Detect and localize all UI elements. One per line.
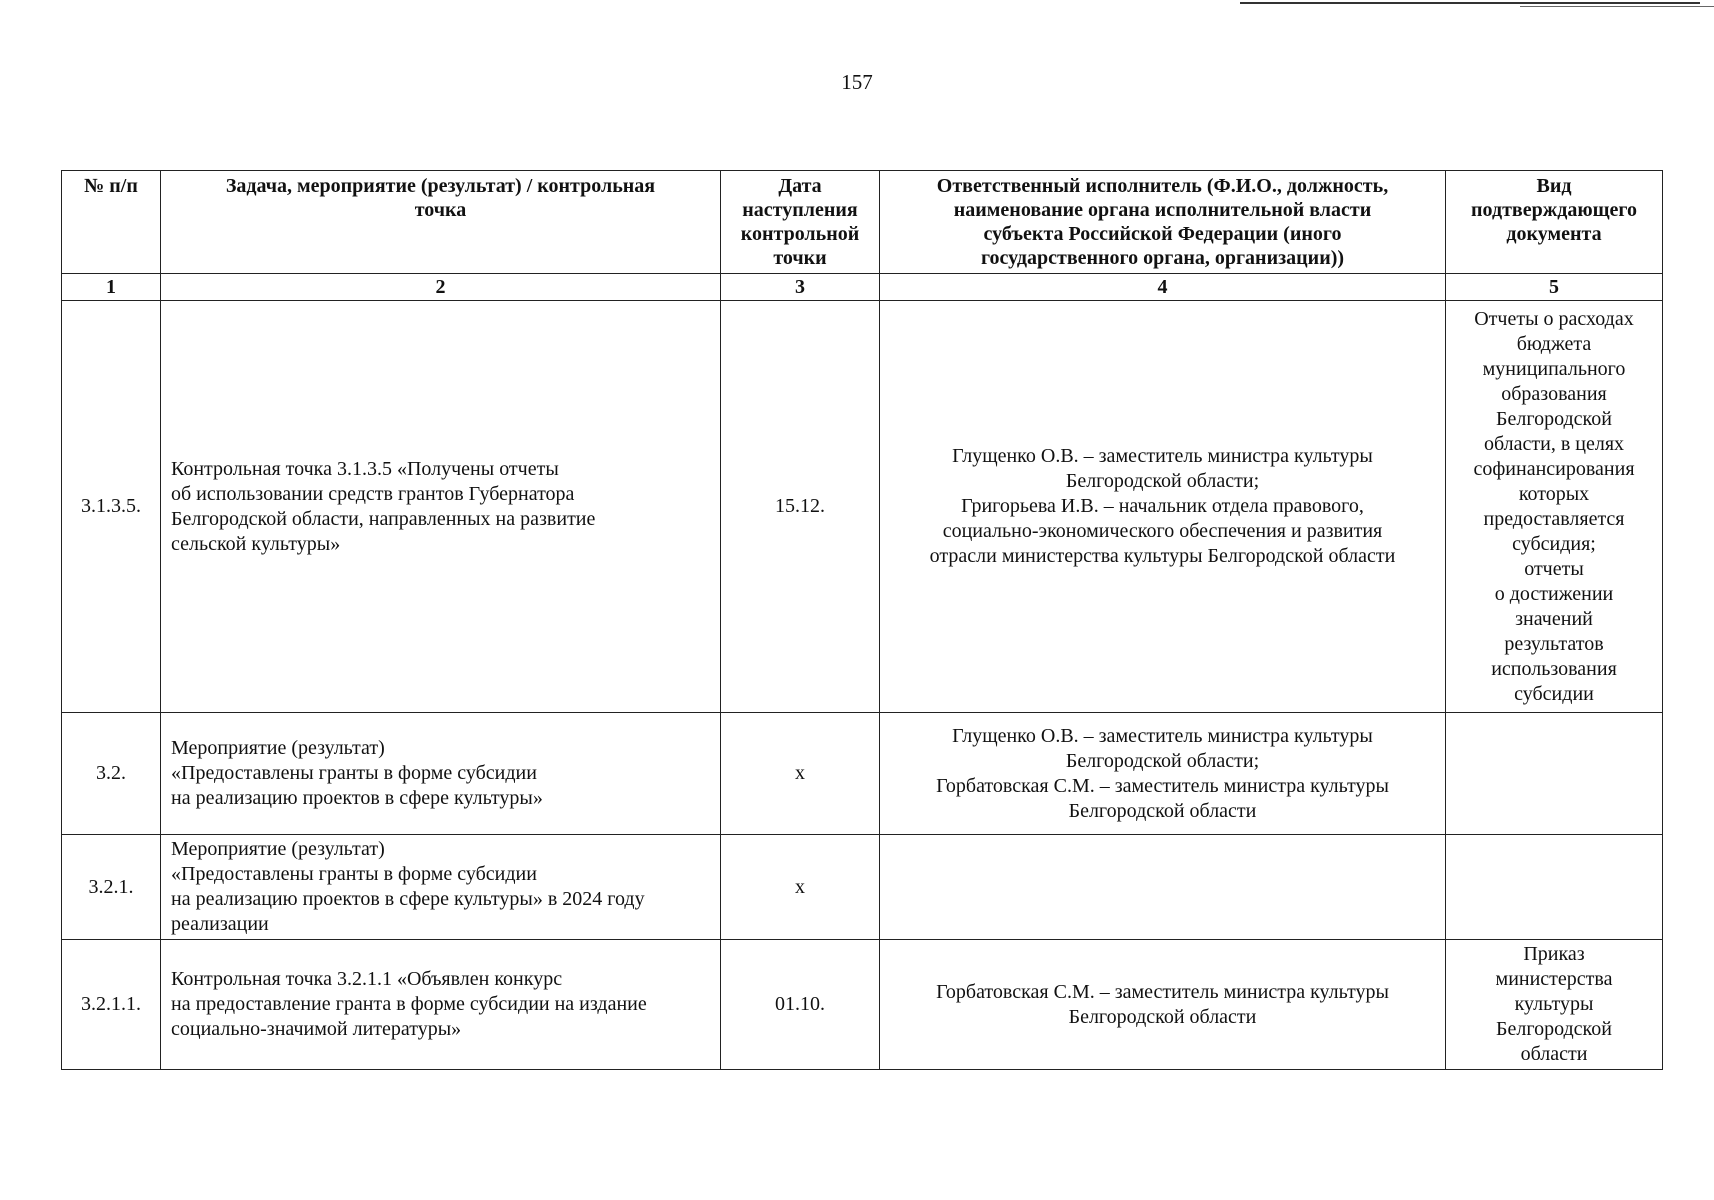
column-number: 5: [1446, 274, 1663, 301]
text-line: министерства: [1495, 968, 1613, 990]
text-line: бюджета: [1516, 332, 1592, 355]
text-line: Мероприятие (результат): [171, 838, 385, 860]
row-task: [161, 835, 721, 940]
column-number: 2: [161, 274, 721, 301]
text-line: социально-значимой литературы»: [171, 1018, 462, 1040]
text-line: Вид: [1536, 175, 1572, 197]
row-number: 3.2.: [62, 713, 161, 835]
text-line: использования: [1491, 657, 1617, 680]
text-line: на реализацию проектов в сфере культуры» в 2024 году: [171, 888, 645, 910]
column-number: 1: [62, 274, 161, 301]
text-line: значений: [1515, 607, 1593, 630]
row-number: 3.1.3.5.: [62, 301, 161, 713]
text-line: образования: [1501, 382, 1607, 405]
scan-edge-line: [1520, 6, 1714, 7]
table-row: [62, 835, 1663, 940]
text-line: сельской культуры»: [171, 532, 341, 555]
row-responsible: [880, 713, 1446, 835]
text-line: Горбатовская С.М. – заместитель министра культуры: [936, 774, 1389, 797]
text-line: Белгородской области;: [1065, 749, 1260, 772]
text-line: отрасли министерства культуры Белгородской области: [929, 545, 1396, 567]
row-date: х: [721, 713, 880, 835]
text-line: контрольной: [740, 223, 860, 245]
text-line: Глущенко О.В. – заместитель министра культуры: [952, 724, 1373, 747]
scan-edge-line: [1240, 2, 1700, 4]
control-points-table: [61, 170, 1663, 1070]
row-date: х: [721, 835, 880, 940]
text-line: Горбатовская С.М. – заместитель министра культуры: [936, 980, 1389, 1003]
row-document: [1446, 301, 1663, 713]
text-line: софинансирования: [1473, 457, 1635, 480]
text-line: Контрольная точка 3.2.1.1 «Объявлен конкурс: [171, 968, 563, 990]
text-line: наименование органа исполнительной власти: [953, 199, 1372, 221]
header-row: [62, 171, 1663, 274]
text-line: Григорьева И.В. – начальник отдела правового,: [961, 495, 1364, 517]
text-line: отчеты: [1524, 557, 1584, 580]
header-cell-responsible: [880, 171, 1446, 274]
text-line: подтверждающего: [1471, 199, 1637, 221]
text-line: точки: [773, 247, 827, 269]
text-line: Белгородской области: [1068, 1005, 1257, 1028]
text-line: культуры: [1514, 993, 1594, 1015]
text-line: которых: [1518, 482, 1590, 505]
text-line: субсидия;: [1512, 532, 1596, 555]
text-line: на реализацию проектов в сфере культуры»: [171, 787, 543, 809]
row-date: 01.10.: [721, 940, 880, 1070]
row-task: [161, 301, 721, 713]
text-line: реализации: [171, 913, 269, 935]
table-row: [62, 301, 1663, 713]
text-line: Задача, мероприятие (результат) / контрольная: [225, 175, 656, 197]
page-number: 157: [841, 70, 873, 94]
text-line: на предоставление гранта в форме субсидии на издание: [171, 993, 647, 1015]
text-line: субъекта Российской Федерации (иного: [983, 223, 1342, 245]
text-line: точка: [414, 199, 467, 221]
row-document: [1446, 940, 1663, 1070]
text-line: Контрольная точка 3.1.3.5 «Получены отчеты: [171, 457, 559, 480]
text-line: Мероприятие (результат): [171, 737, 385, 759]
text-line: Белгородской: [1496, 1018, 1612, 1040]
row-number: 3.2.1.: [62, 835, 161, 940]
text-line: муниципального: [1482, 357, 1626, 380]
row-task: [161, 940, 721, 1070]
text-line: субсидии: [1514, 682, 1594, 705]
row-responsible: [880, 301, 1446, 713]
text-line: области: [1520, 1043, 1588, 1065]
header-cell-date: [721, 171, 880, 274]
text-line: Белгородской: [1496, 407, 1612, 430]
column-number-row: [62, 274, 1663, 301]
text-line: области, в целях: [1483, 432, 1625, 455]
text-line: социально-экономического обеспечения и развития: [942, 520, 1383, 542]
text-line: Приказ: [1523, 943, 1585, 965]
table-row: [62, 940, 1663, 1070]
text-line: государственного органа, организации)): [980, 247, 1345, 269]
header-cell-document: [1446, 171, 1663, 274]
row-document: [1446, 713, 1663, 835]
row-responsible: [880, 835, 1446, 940]
column-number: 4: [880, 274, 1446, 301]
text-line: Дата: [778, 175, 822, 197]
header-cell-number: [62, 171, 161, 274]
text-line: документа: [1506, 223, 1602, 245]
text-line: Отчеты о расходах: [1474, 307, 1634, 330]
text-line: результатов: [1504, 632, 1604, 655]
text-line: Белгородской области;: [1065, 470, 1260, 492]
header-cell-task: [161, 171, 721, 274]
text-line: Ответственный исполнитель (Ф.И.О., должность,: [936, 175, 1389, 197]
text-line: Глущенко О.В. – заместитель министра культуры: [952, 445, 1373, 467]
row-task: [161, 713, 721, 835]
table-row: [62, 713, 1663, 835]
row-number: 3.2.1.1.: [62, 940, 161, 1070]
text-line: «Предоставлены гранты в форме субсидии: [171, 863, 537, 885]
row-document: [1446, 835, 1663, 940]
text-line: «Предоставлены гранты в форме субсидии: [171, 762, 537, 784]
column-number: 3: [721, 274, 880, 301]
text-line: Белгородской области: [1068, 799, 1257, 822]
text-line: наступления: [742, 199, 858, 221]
text-line: об использовании средств грантов Губернатора: [171, 482, 575, 505]
row-responsible: [880, 940, 1446, 1070]
text-line: предоставляется: [1483, 507, 1625, 530]
text-line: Белгородской области, направленных на развитие: [171, 507, 596, 530]
text-line: № п/п: [84, 175, 138, 197]
row-date: 15.12.: [721, 301, 880, 713]
text-line: о достижении: [1494, 582, 1614, 605]
